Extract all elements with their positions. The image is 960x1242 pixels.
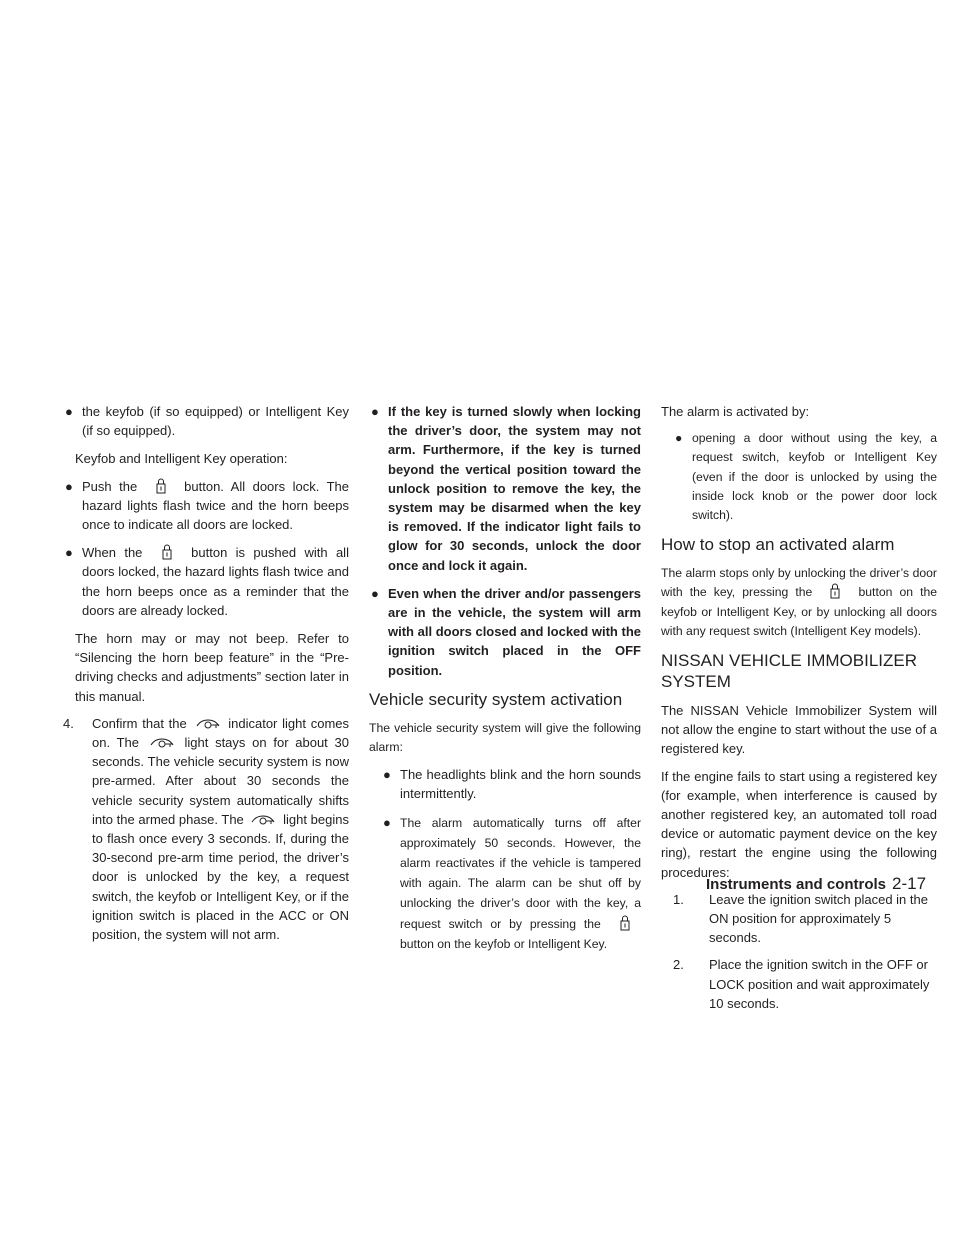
bullet-mark: ● xyxy=(371,404,379,419)
warning-text: If the key is turned slowly when locking the driver’s door, the system may not arm. Furthermore, if the key is turned beyond the vertical position toward the unlock position to remove the key, the system may be disarmed when the key is removed. If the indicator light fails to glow for 30 seconds, unlock the door once and lock it again. xyxy=(388,404,641,573)
bullet-text: opening a door without using the key, a request switch, keyfob or Intelligent Key (even if the door is unlocked by using the inside lock knob or the power door lock switch). xyxy=(692,431,937,523)
column-1 xyxy=(63,402,349,952)
footer-section: Instruments and controls xyxy=(706,876,887,893)
step-text: Place the ignition switch in the OFF or LOCK position and wait approximately 10 seconds. xyxy=(709,957,930,1011)
stop-alarm-text xyxy=(661,564,937,641)
lock-button-icon xyxy=(151,544,183,560)
warning-bullet-2 xyxy=(369,584,641,680)
bullet-text-b: button. All doors lock. The hazard lights flash twice and the horn beeps once to indicate all doors are locked. xyxy=(82,478,349,533)
bullet-text-a: Push the xyxy=(82,478,138,494)
security-indicator-icon xyxy=(247,811,279,827)
activated-bullet xyxy=(661,429,937,525)
bullet-mark: ● xyxy=(383,814,391,830)
bullet-text-a: When the xyxy=(82,545,143,561)
step-number: 4. xyxy=(63,715,74,731)
bullet-text: The headlights blink and the horn sounds intermittently. xyxy=(400,767,641,802)
step-number: 2. xyxy=(673,957,684,973)
step-text-c: light stays on for about 30 seconds. The vehicle security system is now pre-armed. After about 30 seconds the vehicle security system automatically shifts into the armed phase. The xyxy=(92,735,349,827)
activation-intro: The vehicle security system will give the following alarm: xyxy=(369,720,641,755)
lock-button-icon xyxy=(145,478,177,494)
section-heading-immobilizer: NISSAN VEHICLE IMMOBILIZER SYSTEM xyxy=(661,651,917,692)
stop-text-a: The alarm stops only by unlocking the driver’s door with the key, pressing the xyxy=(661,566,937,600)
bullet-push-lock xyxy=(63,477,349,535)
procedure-step-1 xyxy=(673,890,937,948)
column-2 xyxy=(369,402,641,963)
security-indicator-icon xyxy=(192,715,224,731)
page-footer xyxy=(706,874,926,894)
bullet-text-a: The alarm automatically turns off after approximately 50 seconds. However, the alarm reactivates if the vehicle is tampered with again. The alarm can be shut off by unlocking the driver’s door with the key, a request switch or by pressing the xyxy=(400,815,641,931)
bullet-mark: ● xyxy=(65,478,73,494)
alarm-bullet-1 xyxy=(369,765,641,803)
bullet-keyfob xyxy=(63,402,349,440)
keyfob-heading: Keyfob and Intelligent Key operation: xyxy=(75,451,288,467)
bullet-mark: ● xyxy=(371,585,379,601)
immobilizer-restart: If the engine fails to start using a registered key (for example, when interference is caused by another registered key, an automated toll road device or automatic payment device on the key ring), restart the engine using the following procedures: xyxy=(661,768,937,880)
activated-by: The alarm is activated by: xyxy=(661,404,810,419)
security-indicator-icon xyxy=(146,734,178,750)
bullet-mark: ● xyxy=(65,404,73,419)
section-heading-activation: Vehicle security system activation xyxy=(369,689,623,709)
warning-text: Even when the driver and/or passengers are in the vehicle, the system will arm with all doors closed and locked with the ignition switch placed in the OFF position. xyxy=(388,585,641,678)
immobilizer-intro: The NISSAN Vehicle Immobilizer System will not allow the engine to start without the use of a registered key. xyxy=(661,703,937,757)
bullet-mark: ● xyxy=(65,545,73,561)
alarm-bullet-2 xyxy=(369,813,641,954)
section-heading-stop-alarm: How to stop an activated alarm xyxy=(661,535,895,555)
step-4 xyxy=(63,714,349,944)
lock-button-icon xyxy=(819,583,851,599)
stop-text-b: button on the keyfob or Intelligent Key, or by unlocking all doors with any request switch (Intelligent Key models). xyxy=(661,585,938,638)
step-text: Leave the ignition switch placed in the ON position for approximately 5 seconds. xyxy=(709,891,928,946)
step-text-b: indicator light comes on. The xyxy=(92,715,349,751)
step-number: 1. xyxy=(673,891,684,907)
procedure-step-2 xyxy=(673,955,937,1013)
warning-bullet-1 xyxy=(369,402,641,575)
step-text-d: light begins to flash once every 3 seconds. If, during the 30-second pre-arm time period, the driver’s door is unlocked by the key, a request switch, the keyfob or Intelligent Key, or if the ignition switch is placed in the ACC or ON position, the system will not arm. xyxy=(92,811,349,943)
lock-button-icon xyxy=(609,915,641,931)
bullet-mark: ● xyxy=(383,767,391,783)
column-3 xyxy=(661,402,937,1021)
bullet-when-pushed xyxy=(63,543,349,620)
bullet-text-b: button is pushed with all doors locked, the hazard lights flash twice and the horn beeps once as a reminder that the doors are already locked. xyxy=(82,545,349,618)
bullet-text: the keyfob (if so equipped) or Intelligent Key (if so equipped). xyxy=(82,404,349,439)
horn-note: The horn may or may not beep. Refer to “Silencing the horn beep feature” in the “Pre-driving checks and adjustments” section later in this manual. xyxy=(75,631,349,704)
page-number: 2-17 xyxy=(892,874,927,893)
bullet-mark: ● xyxy=(675,431,683,446)
step-text-a: Confirm that the xyxy=(92,715,187,731)
bullet-text-b: button on the keyfob or Intelligent Key. xyxy=(400,936,608,951)
